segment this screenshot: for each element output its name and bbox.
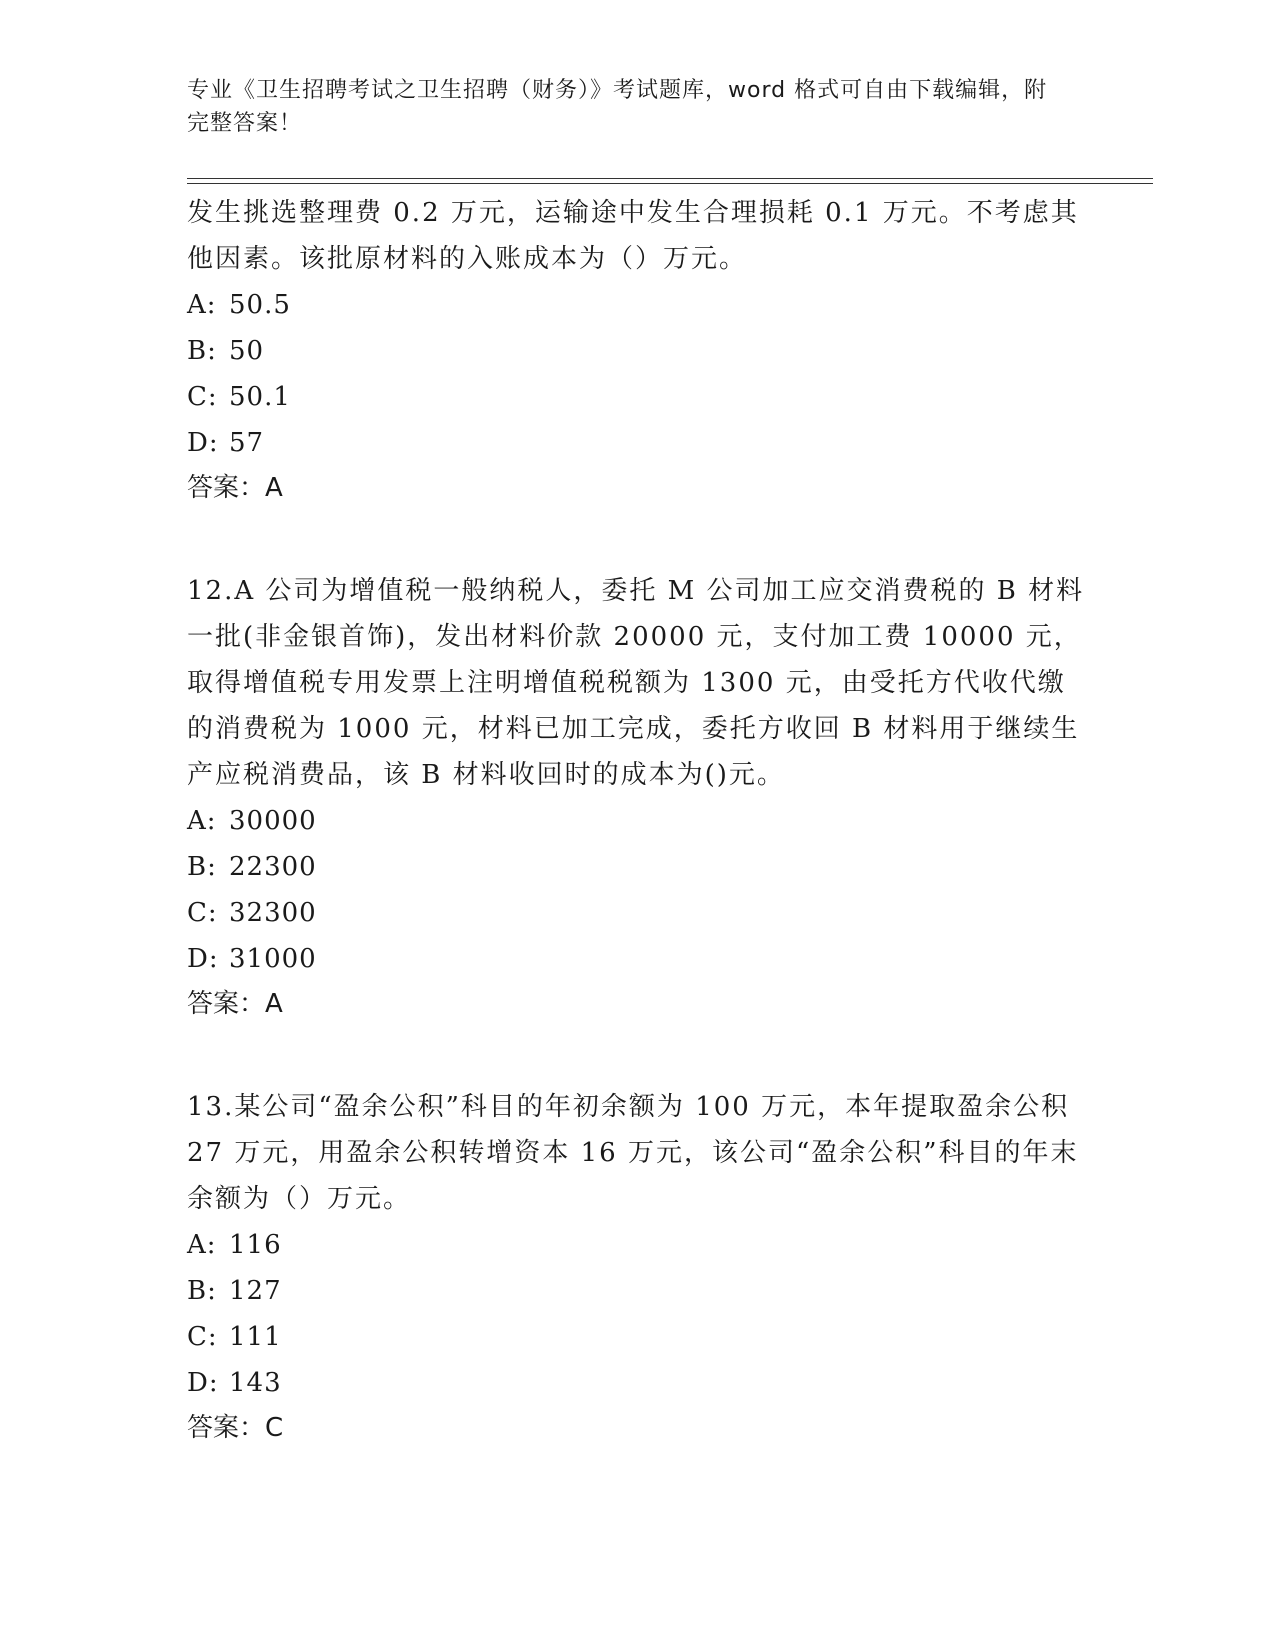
answer-text: 答案：A xyxy=(187,989,283,1019)
option-text: 50.5 xyxy=(229,290,291,320)
option-label: C: xyxy=(187,1322,218,1352)
question-item xyxy=(187,1084,1087,1450)
question-stem: 12.A 公司为增值税一般纳税人，委托 M 公司加工应交消费税的 B 材料一批(非金银首饰)，发出材料价款 20000 元，支付加工费 10000 元，取得增值税专用发票上注明增值税税额为 1300 元，由受托方代收代缴的消费税为 1000 元，材料已加工完成，委托方收回 B 材料用于继续生产应税消费品，该 B 材料收回时的成本为()元。 xyxy=(187,576,1085,790)
question-stem: 发生挑选整理费 0.2 万元，运输途中发生合理损耗 0.1 万元。不考虑其他因素。该批原材料的入账成本为（）万元。 xyxy=(187,198,1079,274)
option-text: 143 xyxy=(229,1368,282,1398)
header-rule-top xyxy=(187,178,1153,179)
option-text: 116 xyxy=(229,1230,282,1260)
option-b xyxy=(187,328,1087,374)
answer-text: 答案：C xyxy=(187,1413,284,1443)
question-stem: 13.某公司“盈余公积”科目的年初余额为 100 万元，本年提取盈余公积 27 万元，用盈余公积转增资本 16 万元，该公司“盈余公积”科目的年末余额为（）万元。 xyxy=(187,1092,1079,1214)
option-text: 22300 xyxy=(229,852,317,882)
option-a xyxy=(187,1222,1087,1268)
option-b xyxy=(187,1268,1087,1314)
option-label: A: xyxy=(187,1230,217,1260)
option-c xyxy=(187,374,1087,420)
question-list xyxy=(187,190,1087,1450)
document-header: 专业《卫生招聘考试之卫生招聘（财务）》考试题库，word 格式可自由下载编辑，附完整答案！ xyxy=(187,78,1048,136)
option-label: B: xyxy=(187,852,217,882)
option-label: C: xyxy=(187,382,218,412)
option-label: A: xyxy=(187,806,217,836)
option-text: 127 xyxy=(229,1276,282,1306)
option-b xyxy=(187,844,1087,890)
option-d xyxy=(187,936,1087,982)
answer-text: 答案：A xyxy=(187,473,283,503)
question-item xyxy=(187,190,1087,510)
option-label: A: xyxy=(187,290,217,320)
option-label: B: xyxy=(187,336,217,366)
option-text: 32300 xyxy=(229,898,317,928)
option-a xyxy=(187,282,1087,328)
option-text: 57 xyxy=(229,428,265,458)
option-text: 111 xyxy=(229,1322,282,1352)
option-label: C: xyxy=(187,898,218,928)
option-text: 31000 xyxy=(229,944,317,974)
option-text: 30000 xyxy=(229,806,317,836)
option-label: D: xyxy=(187,944,219,974)
option-label: B: xyxy=(187,1276,217,1306)
option-label: D: xyxy=(187,1368,219,1398)
option-d xyxy=(187,420,1087,466)
option-d xyxy=(187,1360,1087,1406)
question-item xyxy=(187,568,1087,1026)
option-a xyxy=(187,798,1087,844)
header-rule-bottom xyxy=(187,183,1153,184)
option-label: D: xyxy=(187,428,219,458)
option-c xyxy=(187,1314,1087,1360)
option-c xyxy=(187,890,1087,936)
option-text: 50.1 xyxy=(229,382,291,412)
option-text: 50 xyxy=(229,336,265,366)
